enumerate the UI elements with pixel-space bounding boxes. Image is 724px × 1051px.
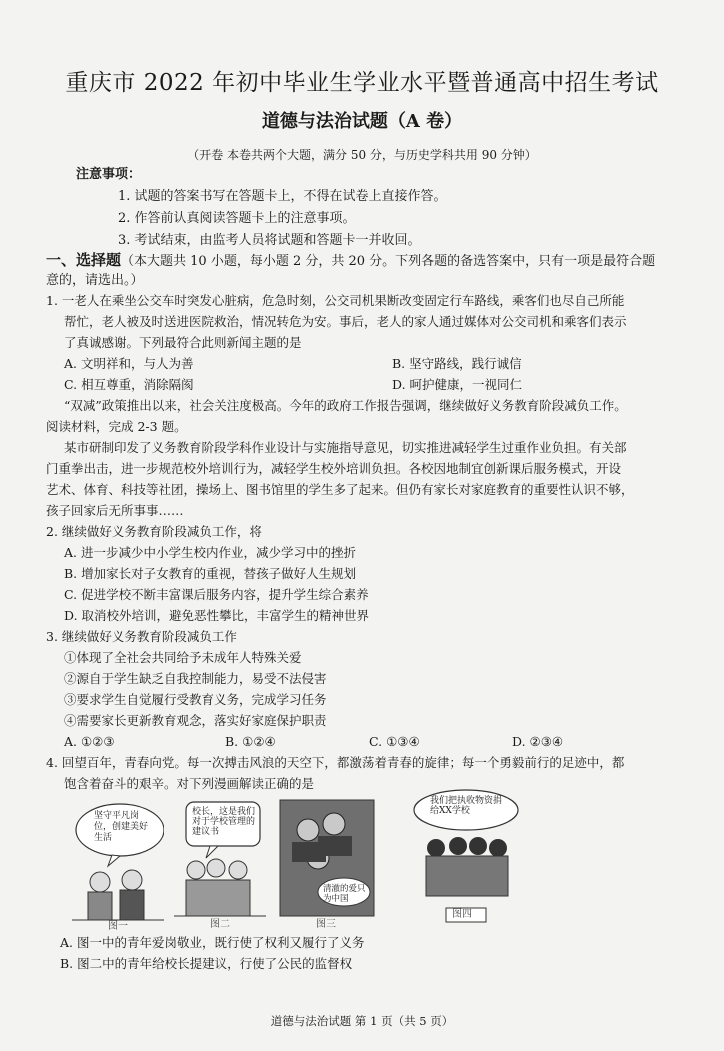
notes-heading: 注意事项： bbox=[76, 167, 142, 182]
q1-option-b: B. 坚守路线，践行诚信 bbox=[392, 356, 522, 371]
comic-3-bubble: 清澈的爱只为中国 bbox=[323, 884, 366, 904]
comic-2-bubble: 校长，这是我们对于学校管理的建议书 bbox=[192, 807, 256, 837]
q4-line: 4. 回望百年，青春向党。每一次搏击风浪的天空下，都激荡着青春的旋律；每一个勇毅前行的足迹中，都 bbox=[46, 755, 625, 770]
material-line: 艺术、体育、科技等社团，操场上、图书馆里的学生多了起来。但仍有家长对家庭教育的重要性认识不够， bbox=[46, 482, 634, 497]
q1-option-c: C. 相互尊重，消除隔阂 bbox=[64, 377, 194, 392]
q1-option-a: A. 文明祥和，与人为善 bbox=[64, 356, 194, 371]
note-item: 1. 试题的答案书写在答题卡上，不得在试卷上直接作答。 bbox=[118, 189, 447, 204]
section1-heading: 一、选择题 bbox=[46, 251, 122, 269]
q2-option-c: C. 促进学校不断丰富课后服务内容，提升学生综合素养 bbox=[64, 587, 369, 602]
comic-2-caption: 图二 bbox=[210, 919, 230, 930]
q3-option-b: B. ①②④ bbox=[225, 734, 276, 749]
comic-figure-3 bbox=[278, 798, 376, 936]
comic-1-bubble: 坚守平凡岗位，创建美好生活 bbox=[94, 811, 149, 843]
material-line: 阅读材料，完成 2-3 题。 bbox=[46, 419, 187, 434]
q4-option-b: B. 图二中的青年给校长提建议，行使了公民的监督权 bbox=[60, 956, 353, 971]
page-footer: 道德与法治试题 第 1 页（共 5 页） bbox=[270, 1014, 454, 1028]
material-line: 某市研制印发了义务教育阶段学科作业设计与实施指导意见，切实推进减轻学生过重作业负担。有关部 bbox=[64, 440, 627, 455]
comic-4-caption: 图四 bbox=[452, 909, 472, 920]
q1-line: 了真诚感谢。下列最符合此则新闻主题的是 bbox=[64, 335, 302, 350]
comic-figure-2 bbox=[174, 798, 266, 936]
q3-option-a: A. ①②③ bbox=[64, 734, 115, 749]
q1-option-d: D. 呵护健康，一视同仁 bbox=[392, 377, 523, 392]
q4-option-a: A. 图一中的青年爱岗敬业，既行使了权利又履行了义务 bbox=[60, 935, 365, 950]
exam-title: 重庆市 2022 年初中毕业生学业水平暨普通高中招生考试 bbox=[65, 70, 659, 96]
q3-item: ④需要家长更新教育观念，落实好家庭保护职责 bbox=[64, 713, 327, 728]
q2-option-d: D. 取消校外培训，避免恶性攀比，丰富学生的精神世界 bbox=[64, 608, 370, 623]
q3-item: ③要求学生自觉履行受教育义务，完成学习任务 bbox=[64, 692, 327, 707]
q2-stem: 2. 继续做好义务教育阶段减负工作，将 bbox=[46, 524, 262, 539]
q4-line: 饱含着奋斗的艰辛。对下列漫画解读正确的是 bbox=[64, 776, 315, 791]
section1-desc: （本大题共 10 小题，每小题 2 分，共 20 分。下列各题的备选答案中，只有一项是最符合题 bbox=[121, 254, 656, 269]
note-item: 2. 作答前认真阅读答题卡上的注意事项。 bbox=[118, 211, 356, 226]
q1-line: 帮忙，老人被及时送进医院救治，情况转危为安。事后，老人的家人通过媒体对公交司机和乘客们表示 bbox=[64, 314, 627, 329]
material-line: 门重拳出击，进一步规范校外培训行为，减轻学生校外培训负担。各校因地制宜创新课后服务模式，开设 bbox=[46, 461, 622, 476]
comic-figure-4 bbox=[412, 788, 520, 924]
exam-subtitle: 道德与法治试题（A 卷） bbox=[261, 111, 463, 132]
material-line: “双减”政策推出以来，社会关注度极高。今年的政府工作报告强调，继续做好义务教育阶段减负工作。 bbox=[64, 398, 627, 413]
q3-stem: 3. 继续做好义务教育阶段减负工作 bbox=[46, 629, 237, 644]
q3-item: ①体现了全社会共同给予未成年人特殊关爱 bbox=[64, 650, 302, 665]
q2-option-a: A. 进一步减少中小学生校内作业，减少学习中的挫折 bbox=[64, 545, 356, 560]
note-item: 3. 考试结束，由监考人员将试题和答题卡一并收回。 bbox=[118, 233, 421, 248]
q3-item: ②源自于学生缺乏自我控制能力，易受不法侵害 bbox=[64, 671, 327, 686]
section1-intro bbox=[46, 253, 655, 268]
material-line: 孩子回家后无所事事…… bbox=[46, 503, 184, 518]
comic-3-caption: 图三 bbox=[316, 919, 336, 930]
exam-info: （开卷 本卷共两个大题，满分 50 分，与历史学科共用 90 分钟） bbox=[187, 148, 537, 162]
section1-desc-cont: 意的，请选出。） bbox=[46, 273, 144, 288]
q2-option-b: B. 增加家长对子女教育的重视，替孩子做好人生规划 bbox=[64, 566, 357, 581]
comic-1-caption: 图一 bbox=[108, 921, 128, 932]
comic-figure-1 bbox=[72, 800, 164, 935]
q3-option-d: D. ②③④ bbox=[512, 734, 564, 749]
comic-3-illustration bbox=[278, 798, 376, 936]
comic-4-bubble: 我们把执收物资捐给XX学校 bbox=[430, 796, 503, 816]
q1-line: 1. 一老人在乘坐公交车时突发心脏病，危急时刻，公交司机果断改变固定行车路线，乘客们也尽自己所能 bbox=[46, 293, 625, 308]
q3-option-c: C. ①③④ bbox=[369, 734, 420, 749]
